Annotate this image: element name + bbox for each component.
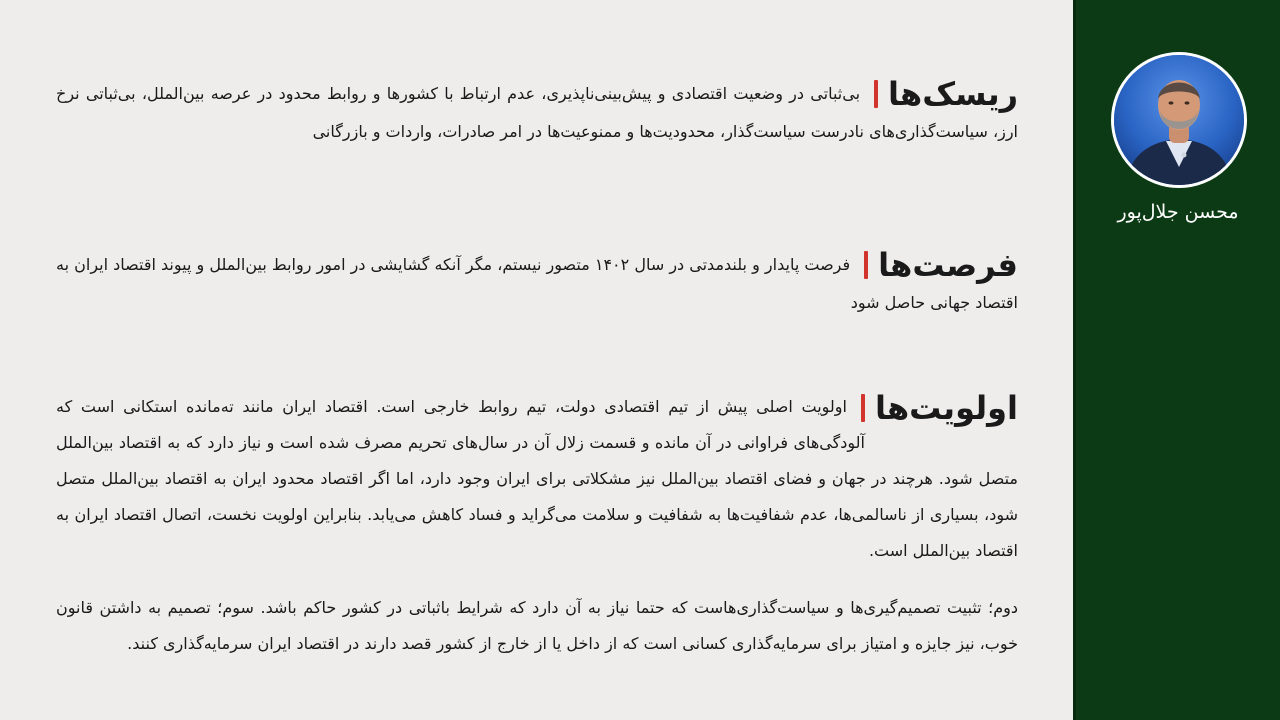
portrait-photo-icon — [1111, 52, 1247, 188]
risks-text: بی‌ثباتی در وضعیت اقتصادی و پیش‌بینی‌ناپذیری، عدم ارتباط با کشورها و روابط محدود در عرصه بین‌الملل، بی‌ثباتی نرخ ارز، سیاست‌گذاری‌های نادرست سیاست‌گذار، محدودیت‌ها و ممنوعیت‌ها در امر صادرات، واردات و بازرگانی — [56, 84, 1018, 141]
risks-section — [56, 75, 1018, 151]
opportunities-section — [56, 246, 1018, 322]
risks-paragraph — [56, 75, 1018, 151]
opportunities-heading: فرصت‌ها — [878, 246, 1018, 284]
opportunities-paragraph — [56, 246, 1018, 322]
priorities-second-paragraph-block — [56, 590, 1018, 662]
opportunities-separator — [864, 251, 868, 279]
main-content — [56, 0, 1018, 720]
profile-sidebar — [1073, 0, 1280, 720]
person-name: محسن جلال‌پور — [1117, 201, 1239, 223]
priorities-section — [56, 389, 1018, 569]
priorities-second-paragraph: دوم؛ تثبیت تصمیم‌گیری‌ها و سیاست‌گذاری‌هاست که حتما نیاز به آن دارد که شرایط باثباتی در کشور حاکم باشد. سوم؛ تصمیم به داشتن قانون خوب، نیز جایزه و امتیاز برای سرمایه‌گذاری کسانی است که از داخل یا از خارج از کشور قصد دارند در اقتصاد ایران سرمایه‌گذاری کنند. — [56, 598, 1018, 653]
opportunities-text: فرصت پایدار و بلندمدتی در سال ۱۴۰۲ متصور نیستم، مگر آنکه گشایشی در امور روابط بین‌الملل و پیوند اقتصاد ایران به اقتصاد جهانی حاصل شود — [56, 255, 1018, 312]
priorities-paragraph — [56, 389, 1018, 569]
priorities-separator — [861, 394, 865, 422]
priorities-heading: اولویت‌ها — [874, 389, 1018, 427]
priorities-text: اولویت اصلی پیش از تیم اقتصادی دولت، تیم روابط خارجی است. اقتصاد ایران مانند ته‌مانده استکانی است که آلودگی‌های فراوانی در آن مانده و قسمت زلال آن در سال‌های تحریم مصرف شده است و نیاز دارد که به اقتصاد بین‌الملل متصل شود. هرچند در جهان و فضای اقتصاد بین‌الملل نیز مشکلاتی برای ایران وجود دارد، اما اگر اقتصاد محدود ایران به اقتصاد بین‌الملل متصل شود، بسیاری از ناسالمی‌ها، عدم شفافیت‌ها به شفافیت و سلامت می‌گراید و فساد کاهش می‌یابد. بنابراین اولویت نخست، اتصال اقتصاد ایران به اقتصاد بین‌الملل است. — [56, 397, 1018, 560]
risks-separator — [874, 80, 878, 108]
risks-heading: ریسک‌ها — [888, 75, 1018, 113]
